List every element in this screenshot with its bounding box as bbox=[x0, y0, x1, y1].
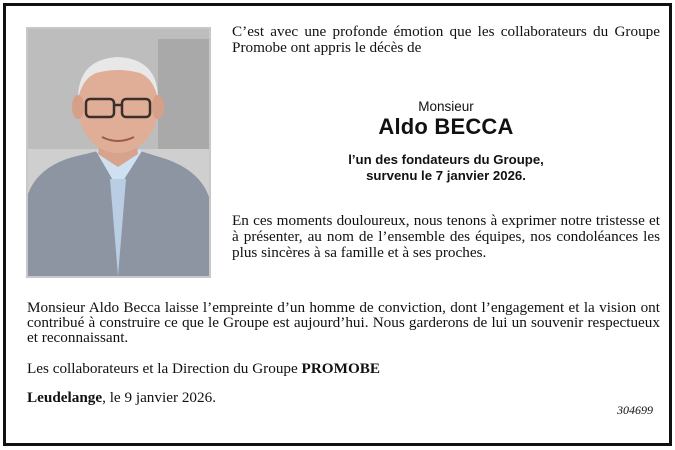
subtitle-line-2: survenu le 7 janvier 2026. bbox=[366, 168, 526, 183]
place-name: Leudelange bbox=[27, 389, 103, 406]
intro-paragraph: C’est avec une profonde émotion que les collaborateurs du Groupe Promobe ont appris le décès de bbox=[232, 23, 660, 56]
deceased-name: Aldo BECCA bbox=[378, 114, 514, 139]
obituary-notice bbox=[3, 3, 672, 446]
deceased-subtitle bbox=[232, 152, 660, 184]
reference-number: 304699 bbox=[617, 403, 653, 417]
honorific: Monsieur bbox=[418, 99, 474, 114]
signature-prefix: Les collaborateurs et la Direction du Groupe bbox=[27, 360, 302, 377]
place-date-line bbox=[27, 389, 427, 407]
signature-company: PROMOBE bbox=[301, 360, 381, 377]
portrait-photo bbox=[26, 27, 211, 278]
signature-line bbox=[27, 360, 660, 378]
condolence-paragraph: En ces moments douloureux, nous tenons à exprimer notre tristesse et à présenter, au nom de l’ensemble des équipes, nos condoléances les plus sincères à sa famille et à ses proches. bbox=[232, 212, 660, 261]
tribute-paragraph: Monsieur Aldo Becca laisse l’empreinte d’un homme de conviction, dont l’engagement et la vision ont contribué à construire ce que le Groupe est aujourd’hui. Nous garderons de lui un souvenir respectueux et reconnaissant. bbox=[27, 299, 660, 346]
place-date: , le 9 janvier 2026. bbox=[102, 389, 216, 406]
subtitle-line-1: l’un des fondateurs du Groupe, bbox=[348, 152, 544, 167]
